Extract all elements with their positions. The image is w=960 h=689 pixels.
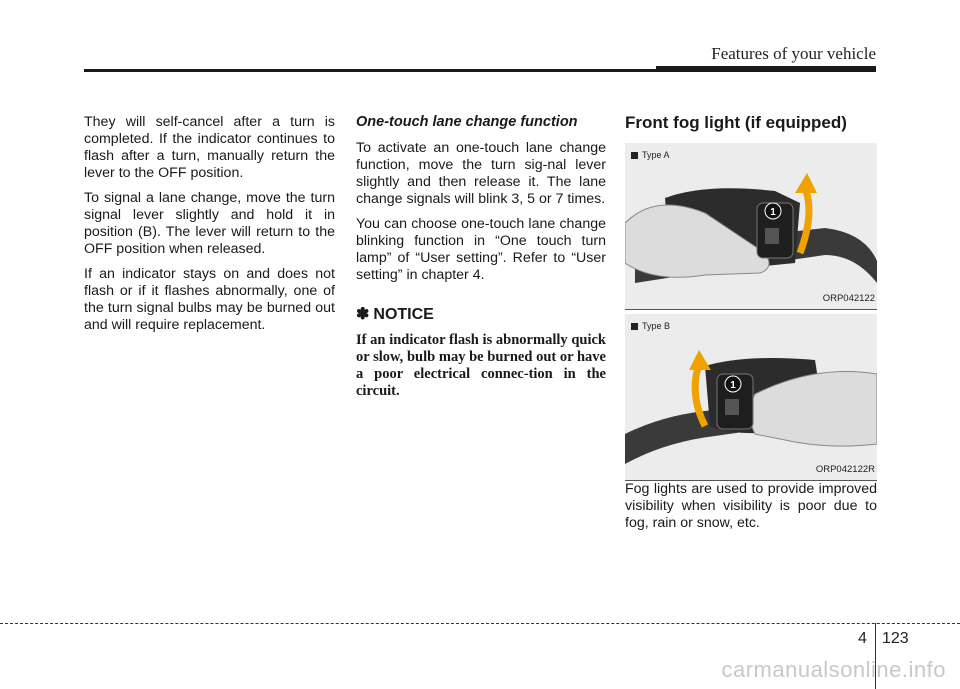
square-bullet-icon xyxy=(631,152,638,159)
column-right xyxy=(625,114,877,540)
paragraph: Fog lights are used to provide improved visibility when visibility is poor due to fog, rain or snow, etc. xyxy=(625,481,877,531)
paragraph: If an indicator stays on and does not flash or if it flashes abnormally, one of the turn signal bulbs may be burned out and will require replacement. xyxy=(84,266,335,333)
figure-label xyxy=(631,318,670,335)
paragraph: They will self-cancel after a turn is completed. If the indicator continues to flash after a turn, manually return the lever to the OFF position. xyxy=(84,114,335,181)
notice-heading xyxy=(356,306,606,323)
section-title: Front fog light (if equipped) xyxy=(625,113,847,132)
column-middle xyxy=(356,114,606,400)
page-number: 123 xyxy=(882,630,909,647)
running-header: Features of your vehicle xyxy=(711,44,876,63)
subheading: One-touch lane change function xyxy=(356,114,578,130)
watermark: carmanualsonline.info xyxy=(721,657,946,682)
notice-text: If an indicator flash is abnormally quick or slow, bulb may be burned out or have a poor electrical connec-tion in the circuit. xyxy=(356,332,606,399)
callout-label: 1 xyxy=(770,207,776,218)
paragraph: To signal a lane change, move the turn signal lever slightly and hold it in position (B). The lever will return to the OFF position when released. xyxy=(84,190,335,257)
square-bullet-icon xyxy=(631,323,638,330)
column-left xyxy=(84,114,335,342)
notice-icon: ✽ xyxy=(356,306,370,323)
figure-code: ORP042122R xyxy=(815,464,875,475)
footer-rule xyxy=(0,623,960,624)
paragraph: To activate an one-touch lane change function, move the turn sig-nal lever slightly and then release it. The lane change signals will blink 3, 5 or 7 times. xyxy=(356,140,606,207)
chapter-number: 4 xyxy=(858,630,867,647)
header-rule-accent xyxy=(656,66,876,72)
figure-label xyxy=(631,147,670,164)
callout-label: 1 xyxy=(730,380,736,391)
figure-type-a xyxy=(625,143,877,310)
figure-type-b xyxy=(625,314,877,481)
paragraph: You can choose one-touch lane change blinking function in “One touch turn lamp” of “User setting”. Refer to “User setting” in chapter 4. xyxy=(356,216,606,283)
figure-label-text: Type B xyxy=(642,321,671,331)
fog-lever-type-a-illustration xyxy=(625,143,877,309)
figure-label-text: Type A xyxy=(642,150,670,160)
fog-lever-type-b-illustration xyxy=(625,314,877,480)
notice-title: NOTICE xyxy=(373,306,434,323)
figure-code: ORP042122 xyxy=(822,293,875,304)
